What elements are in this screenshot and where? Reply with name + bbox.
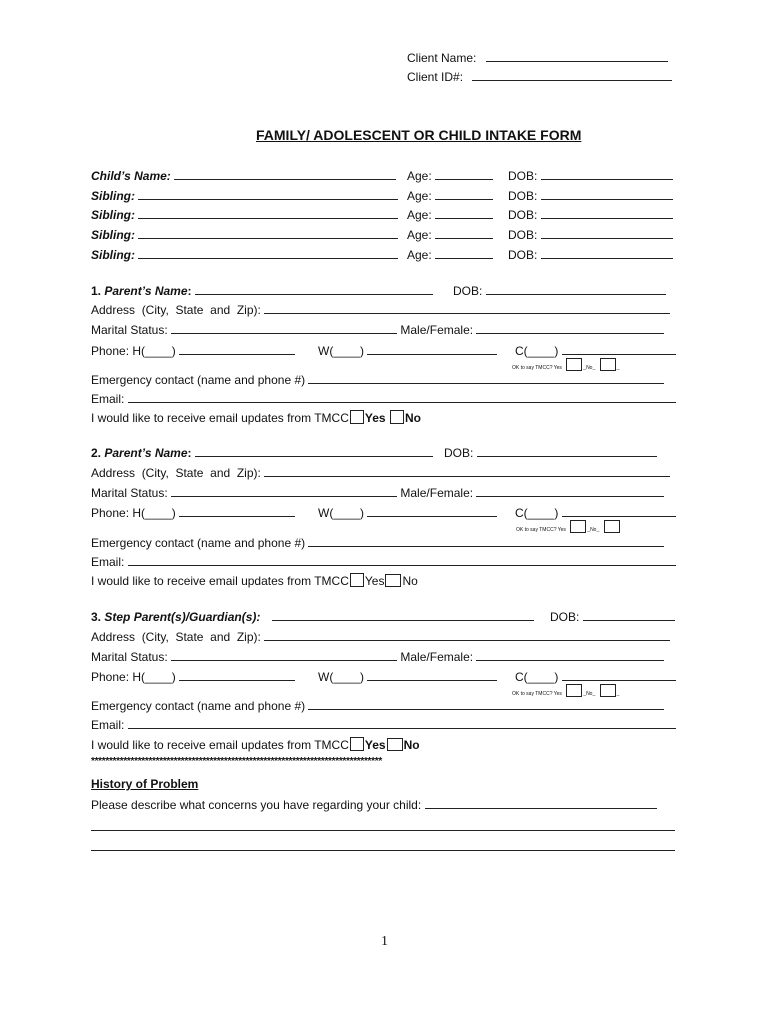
parent-2-name-row: [91, 444, 433, 460]
phone-c-row: [515, 504, 676, 520]
phone-h-row: [91, 504, 295, 520]
no-label: No: [404, 411, 421, 425]
history-field-3[interactable]: [91, 838, 675, 851]
client-name-label: Client Name:: [407, 51, 477, 65]
child-dob-row: [508, 167, 673, 183]
client-id-row: [407, 68, 672, 84]
phone-work-field[interactable]: [367, 668, 497, 681]
email-row: [91, 716, 676, 732]
sibling-age-row: [407, 226, 493, 242]
client-id-field[interactable]: [472, 68, 672, 81]
dob-field[interactable]: [541, 226, 673, 239]
sibling-age-row: [407, 246, 493, 262]
gender-label: Male/Female:: [400, 486, 474, 500]
dob-label: DOB:: [508, 169, 538, 183]
sibling-label: Sibling:: [91, 189, 135, 203]
marital-label: Marital Status:: [91, 650, 168, 664]
sibling-dob-row: [508, 226, 673, 242]
phone-w-row: [318, 668, 497, 684]
emergency-label: Emergency contact (name and phone #): [91, 373, 306, 387]
history-heading: History of Problem: [91, 777, 199, 791]
no-label: No: [402, 574, 418, 588]
phone-cell-field[interactable]: [562, 668, 676, 681]
ok-to-say-row: OK to say TMCC? Yes _No_ _: [512, 358, 619, 372]
history-field-1[interactable]: [425, 796, 657, 809]
ok-no-checkbox[interactable]: [604, 520, 620, 533]
sibling-name-field[interactable]: [138, 246, 398, 259]
sibling-dob-row: [508, 246, 673, 262]
age-label: Age:: [407, 248, 432, 262]
dob-label: DOB:: [508, 228, 538, 242]
child-name-label: Child’s Name:: [91, 169, 171, 183]
ok-no-checkbox[interactable]: [600, 684, 616, 697]
parent-1-dob-row: [453, 282, 666, 298]
emergency-row: [91, 534, 664, 550]
sibling-label: Sibling:: [91, 208, 135, 222]
email-field[interactable]: [128, 716, 676, 729]
sibling-row: [91, 246, 398, 262]
dob-field[interactable]: [477, 444, 657, 457]
child-age-row: [407, 167, 493, 183]
phone-work-label: W(____): [318, 670, 365, 684]
phone-c-row: [515, 342, 676, 358]
parent-name-field[interactable]: [195, 282, 433, 295]
dob-field[interactable]: [541, 187, 673, 200]
ok-to-say-label: OK to say TMCC? Yes: [512, 691, 562, 697]
email-label: Email:: [91, 555, 125, 569]
sibling-dob-row: [508, 206, 673, 222]
form-title: FAMILY/ ADOLESCENT OR CHILD INTAKE FORM: [256, 127, 582, 143]
phone-w-row: [318, 342, 497, 358]
yes-label: Yes: [364, 411, 386, 425]
colon: :: [187, 446, 192, 460]
age-label: Age:: [407, 169, 432, 183]
address-field[interactable]: [264, 628, 670, 641]
age-field[interactable]: [435, 226, 493, 239]
no-checkbox[interactable]: [390, 410, 404, 424]
dob-field[interactable]: [541, 167, 673, 180]
ok-no-label: No: [586, 365, 593, 371]
phone-w-row: [318, 504, 497, 520]
emergency-label: Emergency contact (name and phone #): [91, 699, 306, 713]
email-updates-label: I would like to receive email updates from TMCC: [91, 738, 349, 752]
yes-checkbox[interactable]: [350, 410, 364, 424]
email-label: Email:: [91, 392, 125, 406]
ok-to-say-row: OK to say TMCC? Yes _No_: [516, 520, 621, 534]
client-id-label: Client ID#:: [407, 70, 464, 84]
guardian-name-field[interactable]: [272, 608, 534, 621]
guardian-name-label: Step Parent(s)/Guardian(s): [104, 610, 257, 624]
separator: *********************************************************************************: [91, 756, 382, 767]
marital-row: [91, 321, 664, 337]
email-field[interactable]: [128, 553, 676, 566]
address-label: Address (City, State and Zip):: [91, 303, 261, 317]
age-label: Age:: [407, 228, 432, 242]
address-row: [91, 464, 670, 480]
marital-label: Marital Status:: [91, 486, 168, 500]
dob-field[interactable]: [541, 246, 673, 259]
sibling-dob-row: [508, 187, 673, 203]
phone-c-row: [515, 668, 676, 684]
phone-cell-field[interactable]: [562, 504, 676, 517]
yes-checkbox[interactable]: [350, 573, 364, 587]
phone-work-label: W(____): [318, 506, 365, 520]
emergency-field[interactable]: [308, 534, 664, 547]
section-number: 1.: [91, 284, 102, 298]
email-row: [91, 390, 676, 406]
email-updates-row: [91, 737, 420, 752]
address-row: [91, 628, 670, 644]
ok-no-label: No: [586, 691, 593, 697]
age-field[interactable]: [435, 206, 493, 219]
phone-cell-label: C(____): [515, 344, 559, 358]
parent-2-dob-row: [444, 444, 657, 460]
history-prompt-row: [91, 796, 657, 812]
sibling-name-field[interactable]: [138, 187, 398, 200]
parent-name-field[interactable]: [195, 444, 433, 457]
dob-field[interactable]: [486, 282, 666, 295]
yes-label: Yes: [364, 574, 385, 588]
sibling-label: Sibling:: [91, 228, 135, 242]
sibling-row: [91, 226, 398, 242]
phone-h-row: [91, 342, 295, 358]
phone-cell-field[interactable]: [562, 342, 676, 355]
marital-row: [91, 484, 664, 500]
gender-field[interactable]: [476, 321, 664, 334]
emergency-field[interactable]: [308, 697, 664, 710]
address-row: [91, 301, 670, 317]
phone-home-label: Phone: H(____): [91, 670, 176, 684]
sibling-age-row: [407, 206, 493, 222]
history-line-3: [91, 838, 675, 854]
ok-no-checkbox[interactable]: [600, 358, 616, 371]
address-label: Address (City, State and Zip):: [91, 466, 261, 480]
sibling-age-row: [407, 187, 493, 203]
section-number: 2.: [91, 446, 102, 460]
phone-home-field[interactable]: [179, 342, 295, 355]
gender-field[interactable]: [476, 484, 664, 497]
marital-field[interactable]: [171, 321, 397, 334]
dob-label: DOB:: [453, 284, 483, 298]
history-prompt: Please describe what concerns you have regarding your child:: [91, 798, 422, 812]
sibling-row: [91, 187, 398, 203]
yes-label: Yes: [364, 738, 386, 752]
dob-label: DOB:: [444, 446, 474, 460]
phone-home-label: Phone: H(____): [91, 506, 176, 520]
dob-label: DOB:: [508, 248, 538, 262]
sibling-row: [91, 206, 398, 222]
no-checkbox[interactable]: [385, 574, 401, 587]
phone-work-label: W(____): [318, 344, 365, 358]
gender-label: Male/Female:: [400, 323, 474, 337]
child-row: [91, 167, 396, 183]
sibling-name-field[interactable]: [138, 206, 398, 219]
marital-field[interactable]: [171, 648, 397, 661]
gender-label: Male/Female:: [400, 650, 474, 664]
email-label: Email:: [91, 718, 125, 732]
ok-to-say-label: OK to say TMCC? Yes: [516, 527, 566, 533]
phone-h-row: [91, 668, 295, 684]
child-name-field[interactable]: [174, 167, 396, 180]
email-updates-label: I would like to receive email updates from TMCC: [91, 574, 349, 588]
ok-no-label: No: [590, 527, 597, 533]
age-field[interactable]: [435, 187, 493, 200]
parent-1-name-row: [91, 282, 433, 298]
parent-name-label: Parent’s Name: [104, 446, 188, 460]
dob-field[interactable]: [541, 206, 673, 219]
ok-yes-checkbox[interactable]: [566, 684, 582, 697]
client-name-row: [407, 49, 668, 65]
yes-checkbox[interactable]: [350, 737, 364, 751]
emergency-label: Emergency contact (name and phone #): [91, 536, 306, 550]
ok-yes-checkbox[interactable]: [566, 358, 582, 371]
section-number: 3.: [91, 610, 102, 624]
guardian-dob-row: [550, 608, 675, 624]
email-row: [91, 553, 676, 569]
ok-to-say-row: OK to say TMCC? Yes _No_ _: [512, 684, 619, 698]
emergency-field[interactable]: [308, 371, 664, 384]
phone-work-field[interactable]: [367, 504, 497, 517]
dob-label: DOB:: [508, 189, 538, 203]
address-label: Address (City, State and Zip):: [91, 630, 261, 644]
emergency-row: [91, 697, 664, 713]
page-number: 1: [381, 934, 388, 949]
history-line-2: [91, 818, 675, 834]
client-name-field[interactable]: [486, 49, 668, 62]
phone-home-label: Phone: H(____): [91, 344, 176, 358]
age-field[interactable]: [435, 167, 493, 180]
dob-field[interactable]: [583, 608, 675, 621]
history-field-2[interactable]: [91, 818, 675, 831]
phone-work-field[interactable]: [367, 342, 497, 355]
email-updates-label: I would like to receive email updates from TMCC: [91, 411, 349, 425]
dob-label: DOB:: [508, 208, 538, 222]
marital-field[interactable]: [171, 484, 397, 497]
phone-cell-label: C(____): [515, 506, 559, 520]
sibling-label: Sibling:: [91, 248, 135, 262]
no-label: No: [403, 738, 420, 752]
age-label: Age:: [407, 208, 432, 222]
phone-home-field[interactable]: [179, 504, 295, 517]
age-label: Age:: [407, 189, 432, 203]
email-updates-row: [91, 410, 421, 425]
gender-field[interactable]: [476, 648, 664, 661]
colon: :: [256, 610, 261, 624]
marital-row: [91, 648, 664, 664]
email-field[interactable]: [128, 390, 676, 403]
no-checkbox[interactable]: [387, 738, 403, 751]
emergency-row: [91, 371, 664, 387]
address-field[interactable]: [264, 464, 670, 477]
phone-cell-label: C(____): [515, 670, 559, 684]
ok-yes-checkbox[interactable]: [570, 520, 586, 533]
phone-home-field[interactable]: [179, 668, 295, 681]
guardian-name-row: [91, 608, 534, 624]
colon: :: [187, 284, 192, 298]
address-field[interactable]: [264, 301, 670, 314]
parent-name-label: Parent’s Name: [104, 284, 188, 298]
dob-label: DOB:: [550, 610, 580, 624]
marital-label: Marital Status:: [91, 323, 168, 337]
ok-to-say-label: OK to say TMCC? Yes: [512, 365, 562, 371]
email-updates-row: [91, 573, 418, 588]
age-field[interactable]: [435, 246, 493, 259]
sibling-name-field[interactable]: [138, 226, 398, 239]
